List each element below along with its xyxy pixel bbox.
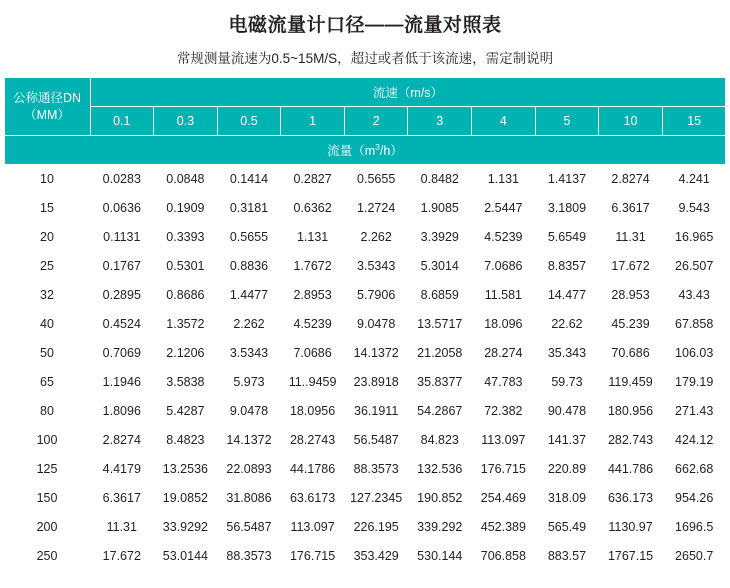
cell-value: 5.3014 <box>408 252 472 281</box>
velocity-col-5: 3 <box>408 107 472 136</box>
cell-value: 2.8274 <box>599 165 663 194</box>
velocity-col-6: 4 <box>472 107 536 136</box>
table-row <box>4 252 726 281</box>
cell-value: 44.1786 <box>281 455 345 484</box>
cell-value: 11.31 <box>599 223 663 252</box>
cell-value: 0.5655 <box>217 223 281 252</box>
page-subtitle: 常规测量流速为0.5~15M/S，超过或者低于该流速，需定制说明 <box>176 51 554 66</box>
cell-value: 127.2345 <box>344 484 408 513</box>
cell-value: 176.715 <box>472 455 536 484</box>
cell-dn: 32 <box>4 281 90 310</box>
cell-value: 72.382 <box>472 397 536 426</box>
cell-value: 1.1946 <box>90 368 154 397</box>
cell-value: 2.1206 <box>154 339 218 368</box>
cell-value: 0.6362 <box>281 194 345 223</box>
cell-value: 88.3573 <box>344 455 408 484</box>
cell-dn: 50 <box>4 339 90 368</box>
cell-value: 3.5343 <box>217 339 281 368</box>
dn-header-cell <box>4 78 90 136</box>
cell-value: 1130.97 <box>599 513 663 542</box>
cell-value: 0.1131 <box>90 223 154 252</box>
table-row <box>4 397 726 426</box>
cell-value: 70.686 <box>599 339 663 368</box>
header-row-velocity <box>4 78 726 107</box>
cell-value: 530.144 <box>408 542 472 571</box>
cell-value: 179.19 <box>662 368 726 397</box>
cell-value: 8.4823 <box>154 426 218 455</box>
cell-value: 2650.7 <box>662 542 726 571</box>
cell-value: 7.0686 <box>472 252 536 281</box>
cell-dn: 10 <box>4 165 90 194</box>
cell-value: 1.4137 <box>535 165 599 194</box>
cell-value: 0.7069 <box>90 339 154 368</box>
cell-value: 59.73 <box>535 368 599 397</box>
cell-value: 1.131 <box>281 223 345 252</box>
cell-value: 0.3393 <box>154 223 218 252</box>
cell-value: 8.8357 <box>535 252 599 281</box>
flow-comparison-table <box>4 77 727 571</box>
cell-value: 22.62 <box>535 310 599 339</box>
cell-value: 339.292 <box>408 513 472 542</box>
table-row <box>4 310 726 339</box>
cell-value: 0.8482 <box>408 165 472 194</box>
cell-value: 22.0893 <box>217 455 281 484</box>
cell-value: 1.9085 <box>408 194 472 223</box>
dn-header-line2: （MM） <box>24 107 70 122</box>
cell-value: 2.5447 <box>472 194 536 223</box>
table-row <box>4 339 726 368</box>
cell-value: 63.6173 <box>281 484 345 513</box>
cell-value: 11.581 <box>472 281 536 310</box>
cell-dn: 150 <box>4 484 90 513</box>
velocity-col-2: 0.5 <box>217 107 281 136</box>
cell-value: 424.12 <box>662 426 726 455</box>
cell-value: 35.343 <box>535 339 599 368</box>
cell-value: 45.239 <box>599 310 663 339</box>
cell-value: 9.0478 <box>344 310 408 339</box>
cell-value: 3.5838 <box>154 368 218 397</box>
header-row-flow-band <box>4 136 726 165</box>
cell-dn: 250 <box>4 542 90 571</box>
table-body <box>4 165 726 571</box>
cell-value: 54.2867 <box>408 397 472 426</box>
cell-dn: 20 <box>4 223 90 252</box>
cell-value: 11..9459 <box>281 368 345 397</box>
cell-value: 220.89 <box>535 455 599 484</box>
cell-dn: 100 <box>4 426 90 455</box>
table-row <box>4 484 726 513</box>
cell-value: 0.2895 <box>90 281 154 310</box>
table-row <box>4 426 726 455</box>
cell-value: 119.459 <box>599 368 663 397</box>
cell-value: 4.4179 <box>90 455 154 484</box>
cell-value: 0.5655 <box>344 165 408 194</box>
cell-value: 17.672 <box>599 252 663 281</box>
cell-value: 9.543 <box>662 194 726 223</box>
table-head <box>4 78 726 165</box>
cell-value: 3.5343 <box>344 252 408 281</box>
table-row <box>4 194 726 223</box>
cell-value: 23.8918 <box>344 368 408 397</box>
cell-value: 113.097 <box>472 426 536 455</box>
cell-value: 5.7906 <box>344 281 408 310</box>
velocity-col-0: 0.1 <box>90 107 154 136</box>
cell-value: 1.4477 <box>217 281 281 310</box>
cell-value: 19.0852 <box>154 484 218 513</box>
cell-value: 1.3572 <box>154 310 218 339</box>
velocity-col-8: 10 <box>599 107 663 136</box>
cell-value: 5.4287 <box>154 397 218 426</box>
cell-dn: 80 <box>4 397 90 426</box>
cell-value: 88.3573 <box>217 542 281 571</box>
cell-value: 28.953 <box>599 281 663 310</box>
cell-value: 282.743 <box>599 426 663 455</box>
cell-value: 18.0956 <box>281 397 345 426</box>
cell-value: 226.195 <box>344 513 408 542</box>
table-row <box>4 455 726 484</box>
cell-value: 565.49 <box>535 513 599 542</box>
cell-value: 0.1767 <box>90 252 154 281</box>
cell-value: 2.8953 <box>281 281 345 310</box>
cell-value: 254.469 <box>472 484 536 513</box>
cell-value: 2.8274 <box>90 426 154 455</box>
cell-value: 53.0144 <box>154 542 218 571</box>
velocity-col-9: 15 <box>662 107 726 136</box>
cell-value: 441.786 <box>599 455 663 484</box>
velocity-col-4: 2 <box>344 107 408 136</box>
cell-value: 56.5487 <box>217 513 281 542</box>
cell-value: 0.1909 <box>154 194 218 223</box>
cell-value: 3.1809 <box>535 194 599 223</box>
cell-value: 113.097 <box>281 513 345 542</box>
cell-value: 180.956 <box>599 397 663 426</box>
cell-value: 271.43 <box>662 397 726 426</box>
cell-dn: 25 <box>4 252 90 281</box>
cell-value: 2.262 <box>344 223 408 252</box>
velocity-header-cell: 流速（m/s） <box>90 78 726 107</box>
cell-value: 6.3617 <box>599 194 663 223</box>
cell-value: 7.0686 <box>281 339 345 368</box>
cell-value: 0.5301 <box>154 252 218 281</box>
cell-value: 190.852 <box>408 484 472 513</box>
cell-value: 954.26 <box>662 484 726 513</box>
table-row <box>4 165 726 194</box>
cell-value: 43.43 <box>662 281 726 310</box>
cell-value: 0.1414 <box>217 165 281 194</box>
header-row-velocity-values <box>4 107 726 136</box>
cell-value: 33.9292 <box>154 513 218 542</box>
cell-value: 0.8836 <box>217 252 281 281</box>
cell-value: 90.478 <box>535 397 599 426</box>
table-row <box>4 281 726 310</box>
table-row <box>4 368 726 397</box>
cell-value: 36.1911 <box>344 397 408 426</box>
cell-value: 11.31 <box>90 513 154 542</box>
cell-value: 28.274 <box>472 339 536 368</box>
cell-value: 14.1372 <box>344 339 408 368</box>
cell-value: 31.8086 <box>217 484 281 513</box>
cell-value: 67.858 <box>662 310 726 339</box>
cell-value: 84.823 <box>408 426 472 455</box>
velocity-col-1: 0.3 <box>154 107 218 136</box>
cell-value: 9.0478 <box>217 397 281 426</box>
cell-value: 0.0636 <box>90 194 154 223</box>
cell-value: 8.6859 <box>408 281 472 310</box>
cell-value: 14.1372 <box>217 426 281 455</box>
cell-value: 706.858 <box>472 542 536 571</box>
cell-value: 141.37 <box>535 426 599 455</box>
cell-value: 106.03 <box>662 339 726 368</box>
cell-value: 0.0283 <box>90 165 154 194</box>
cell-value: 1767.15 <box>599 542 663 571</box>
cell-value: 4.241 <box>662 165 726 194</box>
cell-value: 452.389 <box>472 513 536 542</box>
cell-value: 13.2536 <box>154 455 218 484</box>
cell-value: 6.3617 <box>90 484 154 513</box>
cell-value: 0.8686 <box>154 281 218 310</box>
cell-value: 3.3929 <box>408 223 472 252</box>
cell-value: 5.6549 <box>535 223 599 252</box>
cell-value: 47.783 <box>472 368 536 397</box>
cell-value: 26.507 <box>662 252 726 281</box>
cell-value: 21.2058 <box>408 339 472 368</box>
cell-dn: 200 <box>4 513 90 542</box>
flow-band-label: 流量$(m^3/h)$ <box>4 136 726 165</box>
cell-value: 662.68 <box>662 455 726 484</box>
velocity-col-7: 5 <box>535 107 599 136</box>
cell-dn: 15 <box>4 194 90 223</box>
cell-value: 56.5487 <box>344 426 408 455</box>
cell-value: 176.715 <box>281 542 345 571</box>
cell-value: 1.7672 <box>281 252 345 281</box>
cell-value: 35.8377 <box>408 368 472 397</box>
cell-value: 0.4524 <box>90 310 154 339</box>
cell-value: 318.09 <box>535 484 599 513</box>
cell-value: 14.477 <box>535 281 599 310</box>
velocity-col-3: 1 <box>281 107 345 136</box>
cell-value: 4.5239 <box>281 310 345 339</box>
table-row <box>4 542 726 571</box>
cell-value: 1.131 <box>472 165 536 194</box>
table-row <box>4 223 726 252</box>
cell-value: 353.429 <box>344 542 408 571</box>
cell-dn: 40 <box>4 310 90 339</box>
cell-value: 1.2724 <box>344 194 408 223</box>
page-title: 电磁流量计口径——流量对照表 <box>228 15 502 36</box>
cell-dn: 65 <box>4 368 90 397</box>
cell-value: 17.672 <box>90 542 154 571</box>
cell-value: 13.5717 <box>408 310 472 339</box>
cell-value: 4.5239 <box>472 223 536 252</box>
cell-value: 0.2827 <box>281 165 345 194</box>
cell-value: 0.0848 <box>154 165 218 194</box>
cell-dn: 125 <box>4 455 90 484</box>
cell-value: 1696.5 <box>662 513 726 542</box>
cell-value: 132.536 <box>408 455 472 484</box>
cell-value: 636.173 <box>599 484 663 513</box>
cell-value: 883.57 <box>535 542 599 571</box>
cell-value: 18.096 <box>472 310 536 339</box>
cell-value: 16.965 <box>662 223 726 252</box>
cell-value: 1.8096 <box>90 397 154 426</box>
table-row <box>4 513 726 542</box>
cell-value: 2.262 <box>217 310 281 339</box>
dn-header-line1: 公称通径DN <box>12 90 82 105</box>
cell-value: 28.2743 <box>281 426 345 455</box>
cell-value: 0.3181 <box>217 194 281 223</box>
cell-value: 5.973 <box>217 368 281 397</box>
